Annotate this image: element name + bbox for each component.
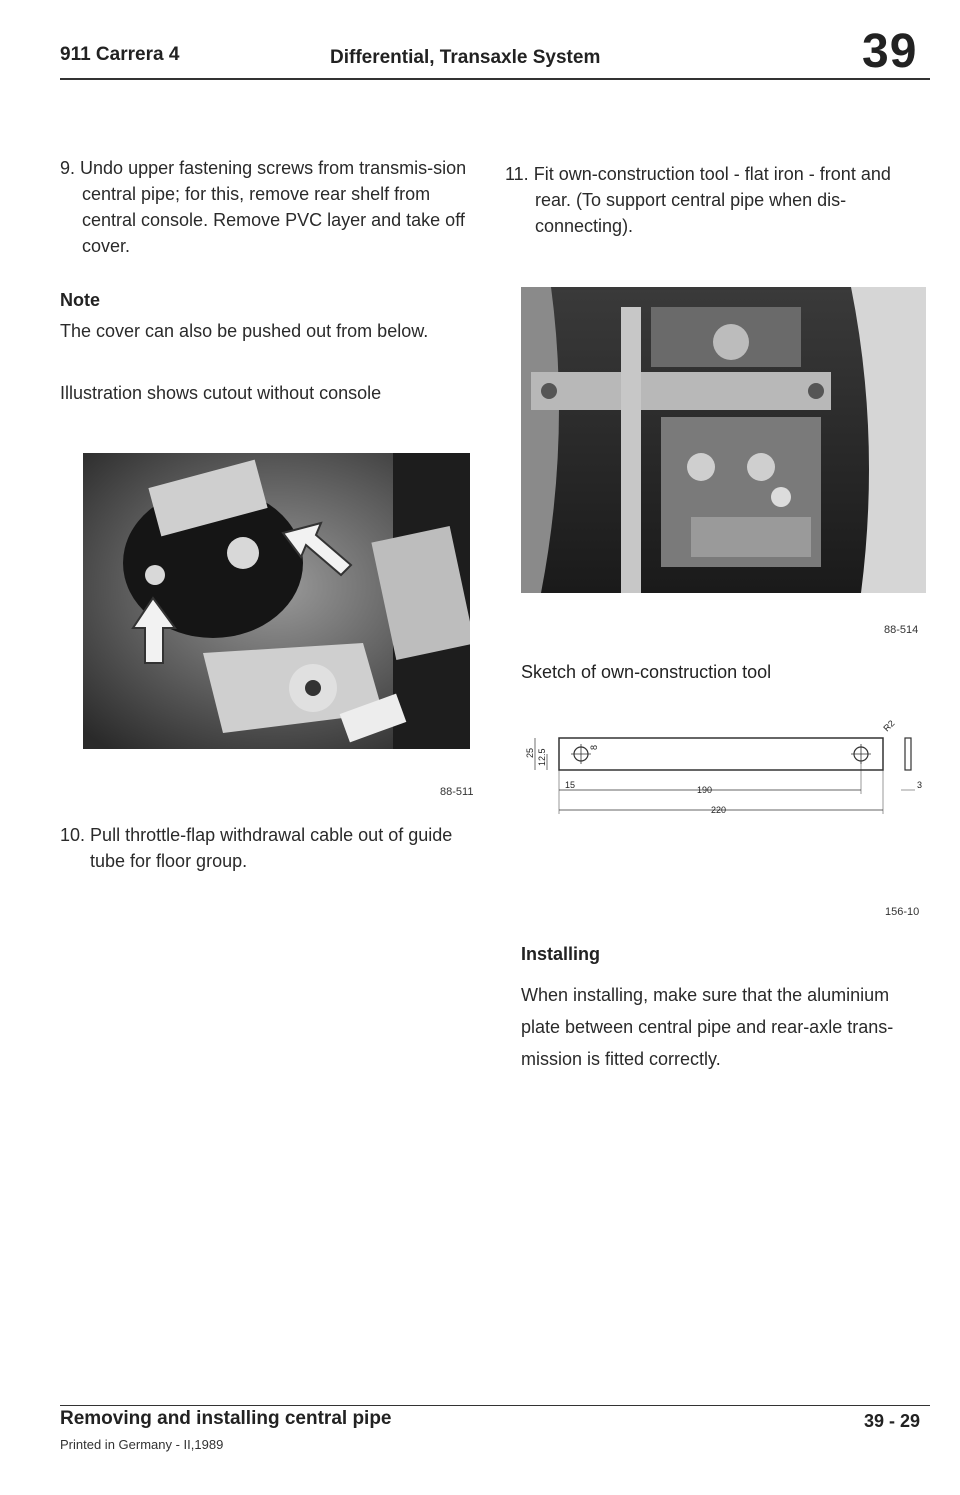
dim-hole-dia: 8 (589, 744, 599, 750)
figure-code-156-10: 156-10 (885, 906, 920, 918)
dim-length: 220 (711, 805, 727, 815)
step-10 (60, 822, 480, 874)
tool-sketch (521, 720, 931, 830)
footer-rule (60, 1405, 930, 1406)
step-11-number: 11. (505, 164, 529, 184)
step-9 (60, 155, 485, 259)
group-number: 39 (862, 25, 918, 78)
installing-heading: Installing (521, 944, 601, 964)
dim-hole-offset: 12.5 (537, 748, 547, 766)
flat-iron-side-view (905, 738, 911, 770)
header-model: 911 Carrera 4 (60, 44, 180, 65)
step-11-text: Fit own-construction tool - flat iron - front and rear. (To support central pipe when dis-connecting). (533, 164, 891, 236)
flat-iron-outline (559, 738, 883, 770)
photo-flat-iron-tool (521, 287, 926, 593)
page-number: 39 - 29 (864, 1411, 921, 1431)
sketch-caption: Sketch of own-construction tool (521, 662, 772, 682)
installing-text: When installing, make sure that the aluminium plate between central pipe and rear-axle trans-mission is fitted correctly. (521, 985, 894, 1069)
header-title: Differential, Transaxle System (330, 47, 601, 68)
step-9-number: 9. (60, 158, 76, 178)
illustration-text: Illustration shows cutout without console (60, 383, 382, 403)
note-heading: Note (60, 290, 100, 310)
dim-hole-spacing: 190 (697, 785, 713, 795)
note-text: The cover can also be pushed out from below. (60, 321, 429, 341)
step-10-text: Pull throttle-flap withdrawal cable out of guide tube for floor group. (90, 825, 453, 871)
figure-code-88-514: 88-514 (884, 624, 919, 636)
footer-printed: Printed in Germany - II,1989 (60, 1437, 224, 1452)
step-11 (505, 161, 930, 239)
dim-height: 25 (525, 747, 535, 758)
footer-section-title: Removing and installing central pipe (60, 1408, 392, 1429)
step-10-number: 10. (60, 825, 86, 845)
photo-central-pipe-cover (83, 453, 470, 749)
dim-radius: R2 (881, 720, 897, 734)
dim-thickness: 3 (917, 780, 923, 790)
figure-code-88-511: 88-511 (440, 786, 474, 798)
step-9-text: Undo upper fastening screws from transmis-sion central pipe; for this, remove rear shelf from central console. Remove PVC layer and take off cover. (80, 158, 467, 256)
dim-edge: 15 (565, 780, 576, 790)
header-rule (60, 78, 930, 80)
